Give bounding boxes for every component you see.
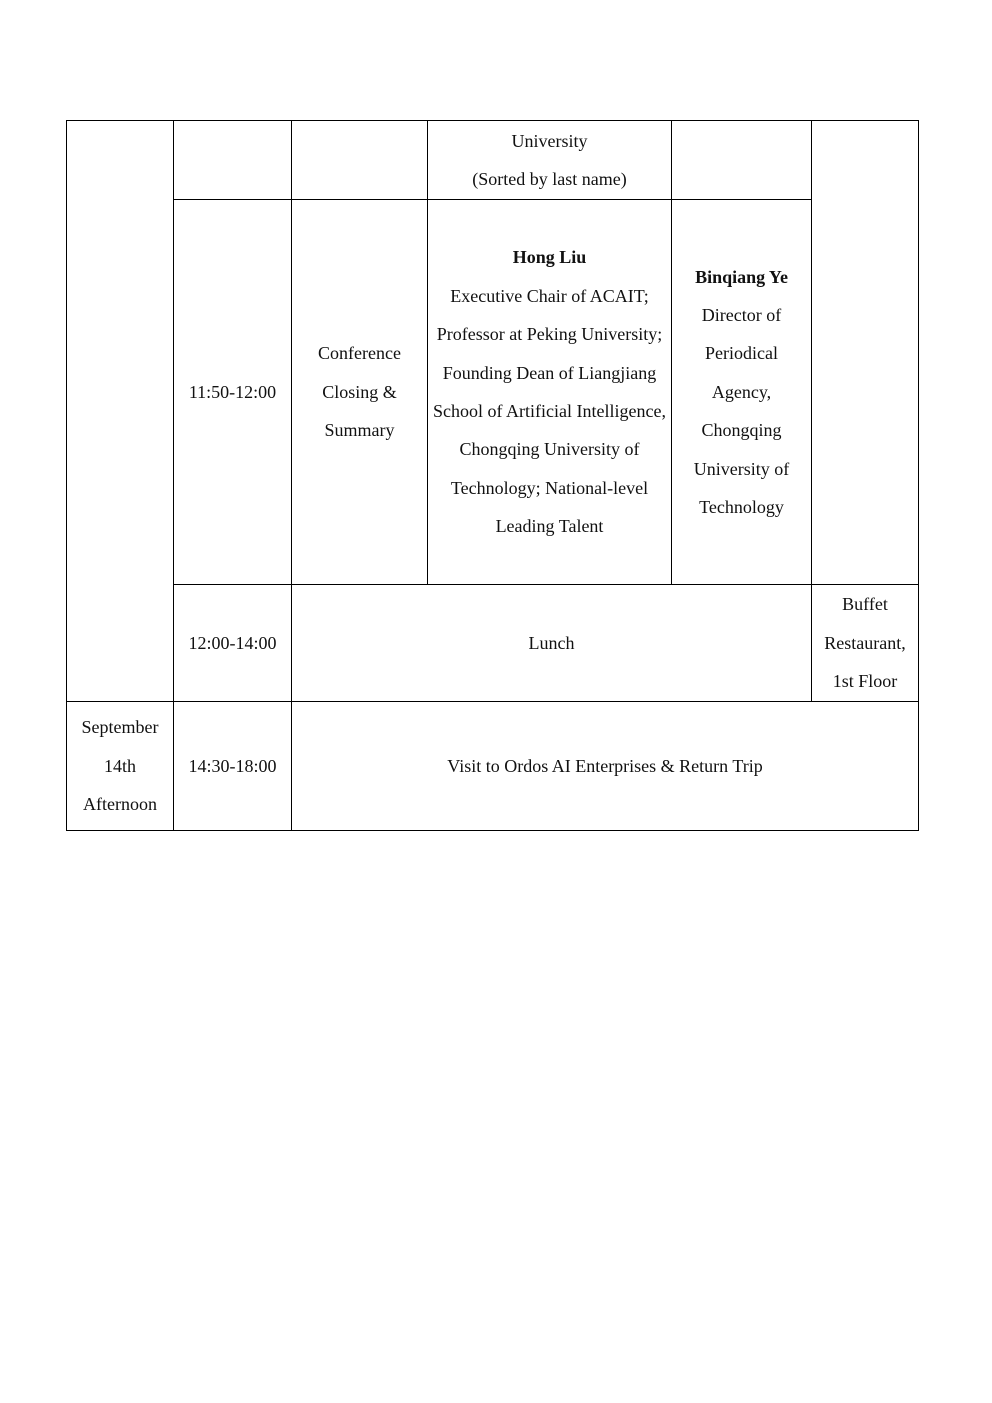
time-cell: 11:50-12:00	[174, 200, 292, 585]
date-cell-empty	[67, 121, 174, 702]
host-cell	[672, 200, 812, 585]
session-cell-empty	[292, 121, 428, 200]
schedule-table	[66, 120, 919, 831]
speaker-description: Executive Chair of ACAIT; Professor at Peking University; Founding Dean of Liangjiang School of Artificial Intelligence, Chongqing University of Technology; National-level Leading Talent	[433, 285, 666, 537]
time-cell-empty	[174, 121, 292, 200]
table-row	[67, 585, 919, 702]
activity-cell: Visit to Ordos AI Enterprises & Return Trip	[292, 702, 919, 831]
date-cell: September 14th Afternoon	[67, 702, 174, 831]
location-cell: Buffet Restaurant, 1st Floor	[812, 585, 919, 702]
speaker-cell-continued: University (Sorted by last name)	[428, 121, 672, 200]
table-row	[67, 121, 919, 200]
table-row	[67, 702, 919, 831]
activity-cell: Lunch	[292, 585, 812, 702]
location-cell-empty	[812, 121, 919, 585]
host-cell-empty	[672, 121, 812, 200]
session-cell: Conference Closing & Summary	[292, 200, 428, 585]
host-description: Director of Periodical Agency, Chongqing University of Technology	[693, 304, 790, 518]
table-row	[67, 200, 919, 585]
time-cell: 12:00-14:00	[174, 585, 292, 702]
host-name: Binqiang Ye	[695, 266, 788, 287]
speaker-name: Hong Liu	[512, 247, 587, 268]
time-cell: 14:30-18:00	[174, 702, 292, 831]
speaker-cell	[428, 200, 672, 585]
